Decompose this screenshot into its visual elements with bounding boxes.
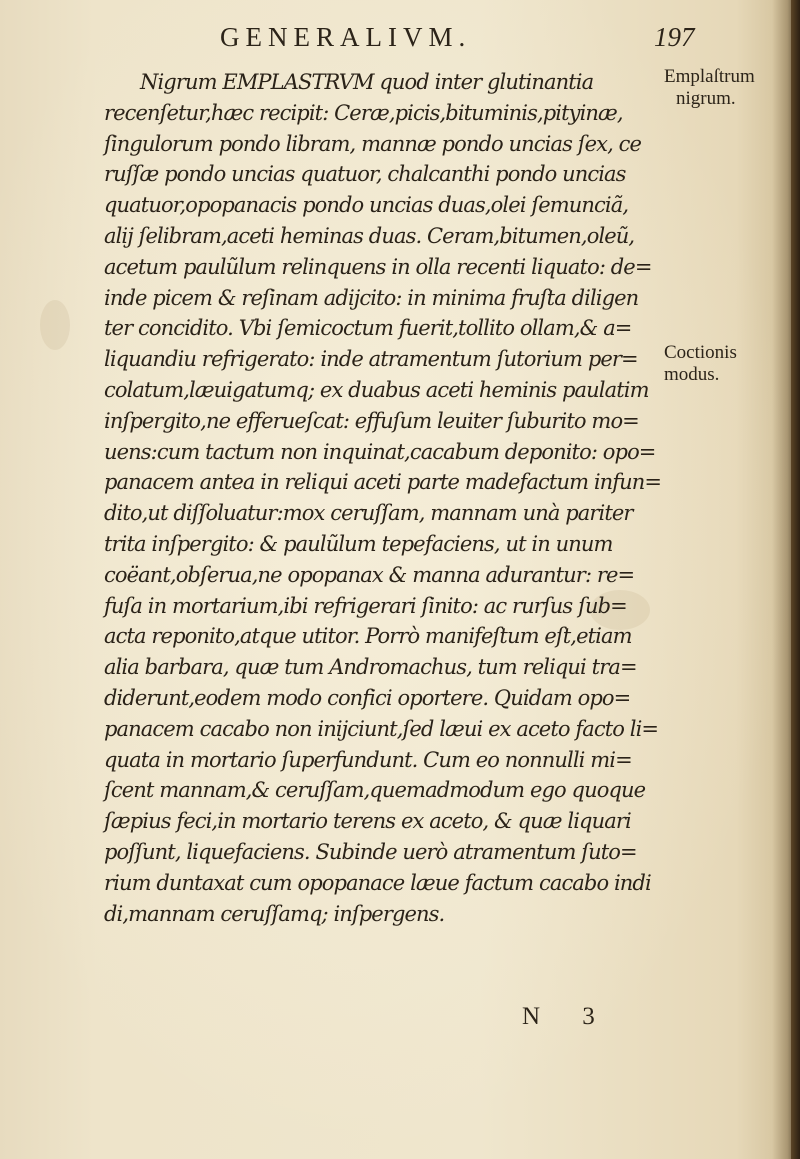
margin-note-coctionis [664, 342, 737, 386]
body-text [104, 67, 664, 929]
running-title: GENERALIVM. [220, 22, 472, 52]
text-line: panacem cacabo non inijciunt,ſed læui ex aceto facto li= [104, 716, 659, 741]
signature-mark: N 3 [522, 1003, 613, 1030]
page-number: 197 [654, 22, 695, 52]
book-spine-edge [791, 0, 800, 1159]
margin-note-line: Emplaſtrum [664, 66, 755, 87]
paper-stain [40, 300, 70, 350]
text-line: ſcent mannam,& ceruſſam,quemadmodum ego quoque [104, 778, 646, 803]
text-line: colatum,læuigatumq; ex duabus aceti heminis paulatim [104, 377, 649, 402]
text-line: quata in mortario ſuperfundunt. Cum eo nonnulli mi= [104, 747, 632, 772]
text-line: ter concidito. Vbi ſemicoctum fuerit,tollito ollam,& a= [104, 316, 632, 341]
text-line: rium duntaxat cum opopanace læue factum cacabo indi [104, 870, 651, 895]
margin-note-line: Coctionis [664, 342, 737, 363]
text-line: ſæpius feci,in mortario terens ex aceto, & quæ liquari [104, 809, 631, 834]
text-line: panacem antea in reliqui aceti parte madefactum infun= [104, 470, 662, 495]
text-line: acta reponito,atque utitor. Porrò manifeſtum eſt,etiam [104, 624, 632, 649]
text-line: Nigrum EMPLASTRVM quod inter glutinantia [140, 70, 594, 94]
margin-note-line: nigrum. [676, 88, 736, 109]
text-line: liquandiu refrigerato: inde atramentum ſutorium per= [104, 347, 638, 372]
text-line: trita inſpergito: & paulũlum tepefaciens, ut in unum [104, 531, 613, 556]
text-line: alia barbara, quæ tum Andromachus, tum reliqui tra= [104, 655, 637, 680]
text-line: di,mannam ceruſſamq; inſpergens. [104, 901, 445, 926]
text-line: diderunt,eodem modo confici oportere. Quidam opo= [104, 685, 631, 710]
text-line: fuſa in mortarium,ibi refrigerari ſinito: ac rurſus ſub= [104, 593, 627, 618]
text-line: acetum paulũlum relinquens in olla recenti liquato: de= [104, 254, 652, 279]
margin-note-emplastrum [664, 66, 755, 110]
text-line: alij ſelibram,aceti heminas duas. Ceram,bitumen,oleũ, [104, 223, 635, 248]
margin-note-line: modus. [664, 364, 720, 385]
text-line: inſpergito,ne efferueſcat: effuſum leuiter ſuburito mo= [104, 408, 639, 433]
text-line: inde picem & reſinam adijcito: in minima fruſta diligen [104, 285, 639, 310]
text-line: quatuor,opopanacis pondo uncias duas,olei ſemunciã, [104, 193, 629, 218]
text-line: ruſſæ pondo uncias quatuor, chalcanthi pondo uncias [104, 162, 626, 187]
text-line: dito,ut diſſoluatur:mox ceruſſam, mannam unà pariter [104, 501, 633, 526]
text-line: uens:cum tactum non inquinat,cacabum deponito: opo= [104, 439, 656, 464]
text-line: coëant,obſerua,ne opopanax & manna adurantur: re= [104, 562, 635, 587]
text-line: recenſetur,hæc recipit: Ceræ,picis,bituminis,pityinæ, [104, 100, 623, 125]
text-line: poſſunt, liquefaciens. Subinde uerò atramentum ſuto= [104, 839, 637, 864]
text-line: ſingulorum pondo libram, mannæ pondo uncias ſex, ce [104, 131, 642, 156]
